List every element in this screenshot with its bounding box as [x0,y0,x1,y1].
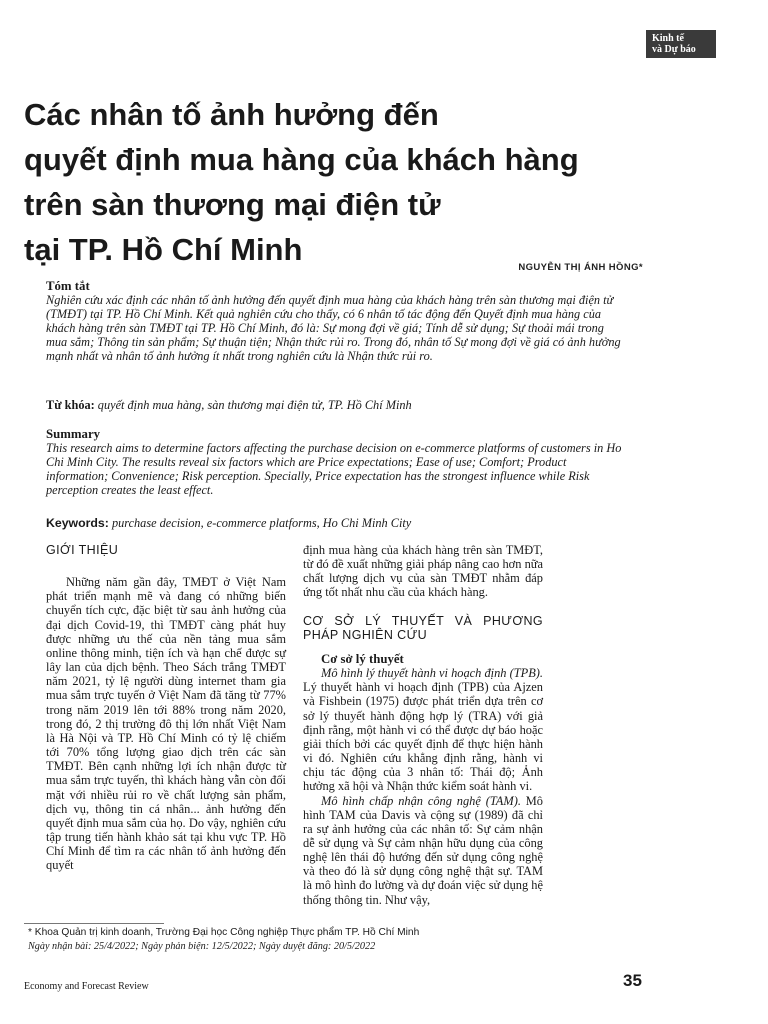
intro-paragraph-cont: định mua hàng của khách hàng trên sàn TMĐT, từ đó đề xuất những giải pháp nâng cao hơn nữa chất lượng dịch vụ của sàn TMĐT nhằm đáp ứng tốt nhất nhu cầu của khách hàng. [303,543,543,600]
theory-paragraph-tpb [303,666,543,793]
abstract-vi [46,279,626,364]
abstract-en [46,427,626,497]
keywords-en-text: purchase decision, e-commerce platforms, Ho Chi Minh City [108,516,412,530]
footnote-affiliation: * Khoa Quản trị kinh doanh, Trường Đại học Công nghiệp Thực phẩm TP. Hồ Chí Minh [28,927,420,938]
badge-line-1: Kinh tế [652,33,684,44]
section-heading-theory: CƠ SỞ LÝ THUYẾT VÀ PHƯƠNG PHÁP NGHIÊN CỨU [303,613,543,642]
theory-paragraph-tam [303,794,543,907]
subheading-theory: Cơ sở lý thuyết [321,651,404,666]
keywords-en [46,516,626,530]
keywords-en-label: Keywords: [46,516,109,530]
article-title [24,92,664,272]
abstract-vi-heading: Tóm tắt [46,279,90,293]
tam-title: Mô hình chấp nhận công nghệ (TAM). [321,793,521,808]
abstract-vi-body: Nghiên cứu xác định các nhân tố ảnh hưởng đến quyết định mua hàng của khách hàng trên sàn thương mại điện tử (TMĐT) tại TP. Hồ Chí Minh. Kết quả nghiên cứu cho thấy, có 6 nhân tố tác động đến Quyết định mua hàng của khách hàng trên sàn TMĐT tại TP. Hồ Chí Minh, đó là: Sự mong đợi về giá; Tính dễ sử dụng; Sự thoải mái trong mua sắm; Thông tin sản phẩm; Sự thuận tiện; Nhận thức rủi ro. Trong đó, nhân tố Sự mong đợi về giá có ảnh hưởng mạnh nhất và nhân tố ảnh hưởng ít nhất trong nghiên cứu là Nhận thức rủi ro. [46,293,621,364]
keywords-vi-text: quyết định mua hàng, sàn thương mại điện tử, TP. Hồ Chí Minh [94,398,412,412]
footnote-dates: Ngày nhận bài: 25/4/2022; Ngày phản biện: 12/5/2022; Ngày duyệt đăng: 20/5/2022 [28,941,376,952]
tpb-body: Lý thuyết hành vi hoạch định (TPB) của Ajzen và Fishbein (1975) được phát triển dựa trên cơ sở lý thuyết hành động hợp lý (TRA) với giả định rằng, một hành vi có thể được dự báo hoặc giải thích bởi các quyết định để thực hiện hành vi đó. Nghiên cứu khẳng định rằng, hành vi chịu tác động của 3 nhân tố: Thái độ; Ảnh hưởng xã hội và Nhận thức kiểm soát hành vi. [303,680,543,794]
journal-name: Economy and Forecast Review [24,981,149,992]
footnote-divider [24,923,164,924]
keywords-vi [46,398,626,412]
right-column [303,543,543,907]
title-line-2: quyết định mua hàng của khách hàng [24,142,579,177]
page-number: 35 [623,971,642,990]
left-column [46,543,286,872]
keywords-vi-label: Từ khóa: [46,398,95,412]
tam-body: Mô hình TAM của Davis và cộng sự (1989) đã chỉ ra sự ảnh hưởng của các nhân tố: Sự cảm nhận dễ sử dụng và Sự cảm nhận hữu dụng của công nghệ lên thái độ hướng đến sử dụng công nghệ và theo đó là sử dụng công nghệ thật sự. TAM là mô hình đo lường và dự đoán việc sử dụng hệ thống thông tin. Như vậy, [303,793,543,907]
title-line-3: trên sàn thương mại điện tử [24,187,441,222]
title-line-4: tại TP. Hồ Chí Minh [24,232,303,267]
tpb-title: Mô hình lý thuyết hành vi hoạch định (TPB). [321,666,543,681]
abstract-en-body: This research aims to determine factors affecting the purchase decision on e-commerce platforms of customers in Ho Chi Minh City. The results reveal six factors which are Price expectations; Ease of use; Comfort; Product information; Convenience; Risk perception. Specially, Price expectation has the strongest influence while Risk perception creates the least effect. [46,441,622,498]
journal-badge [646,30,716,58]
title-line-1: Các nhân tố ảnh hưởng đến [24,97,439,132]
section-heading-intro: GIỚI THIỆU [46,543,119,557]
abstract-en-heading: Summary [46,427,101,441]
badge-line-2: và Dự báo [652,44,696,55]
intro-paragraph: Những năm gần đây, TMĐT ở Việt Nam phát triển mạnh mẽ và đang có những biến chuyển tích cực, đặc biệt từ sau ảnh hưởng của đại dịch Covid-19, thì TMĐT càng phát huy được những ưu thế của nền tảng mua sắm online thông minh, tiện ích và hạn chế được sự lây lan của dịch bệnh. Theo Sách trắng TMĐT năm 2021, tỷ lệ người dùng internet tham gia mua sắm trực tuyến ở Việt Nam đã tăng từ 77% trong năm 2019 lên tới 88% trong năm 2020, trong đó, 2 thị trường đô thị lớn nhất Việt Nam là Hà Nội và TP. Hồ Chí Minh có tỷ lệ chiếm tới 70% tổng lượng giao dịch trên các sàn TMĐT. Bên cạnh những lợi ích nhận được từ mua sắm trực tuyến, thì khách hàng vẫn còn đối mặt với nhiều rủi ro về chất lượng sản phẩm, dịch vụ, thông tin cá nhân... ảnh hưởng đến quyết định mua sắm của họ. Do vậy, nghiên cứu tập trung tiến hành khảo sát tại khu vực TP. Hồ Chí Minh để tìm ra các nhân tố ảnh hưởng đến quyết [46,575,286,873]
author-name: NGUYỄN THỊ ÁNH HỒNG* [518,262,643,273]
